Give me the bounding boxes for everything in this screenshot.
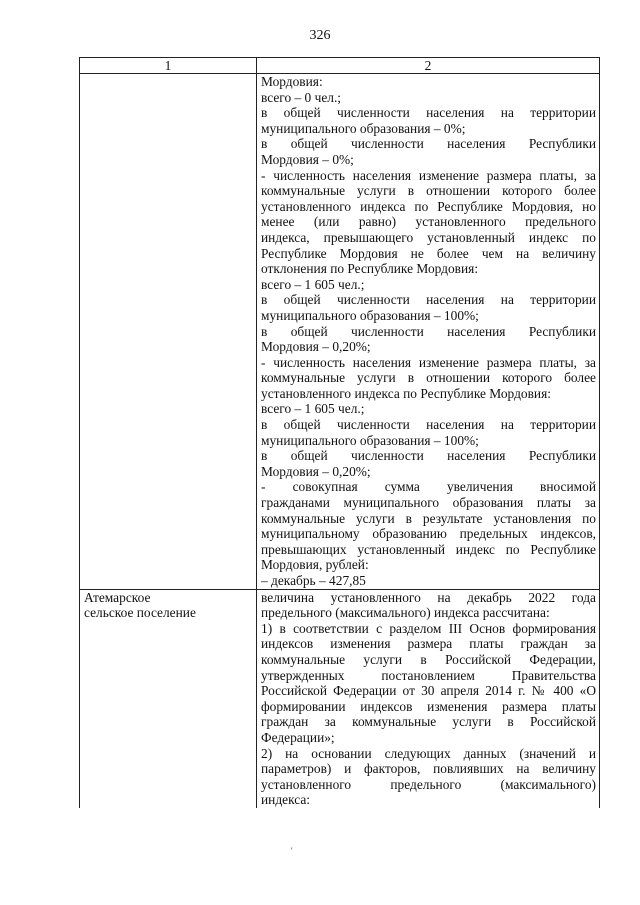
text-line: в общей численности населения на территории (261, 105, 596, 121)
header-col-1: 1 (80, 58, 257, 74)
text-line: индекса: (261, 792, 311, 808)
text-line: в общей численности населения Республики (261, 448, 596, 464)
text-line: коммунальные услуги в отношении которого более (261, 370, 596, 386)
text-line: Мордовия – 0%; (261, 151, 354, 167)
text-line: индексов изменения размера платы граждан за (261, 636, 596, 652)
text-line: предельного (максимального) индекса рассчитана: (261, 605, 550, 621)
text-line: в общей численности населения Республики (261, 136, 596, 152)
text-line: в общей численности населения на территории (261, 292, 596, 308)
text-line: в общей численности населения Республики (261, 323, 596, 339)
table-header-row (80, 58, 600, 74)
row1-col2 (257, 74, 600, 590)
text-line: отклонения по Республике Мордовия: (261, 261, 479, 277)
municipality-name: Атемарское (84, 589, 151, 605)
text-line: Мордовия – 0,20%; (261, 339, 371, 355)
text-line: всего – 0 чел.; (261, 89, 342, 105)
text-line: - совокупная сумма увеличения вносимой (261, 479, 596, 495)
text-line: индекса, превышающего установленный индекс по (261, 229, 596, 245)
text-line: превышающих установленный индекс по Республике (261, 541, 596, 557)
text-line: Мордовия, рублей: (261, 557, 369, 573)
text-line: муниципального образования – 100%; (261, 432, 479, 448)
text-line: Мордовия – 0,20%; (261, 463, 371, 479)
scan-mark: ʻ (290, 846, 294, 857)
municipality-type: сельское поселение (84, 605, 196, 621)
text-line: менее (или равно) установленного предельного (261, 214, 596, 230)
row2-col1 (80, 589, 257, 808)
text-line: - численность населения изменение размера платы, за (261, 354, 596, 370)
text-line: – декабрь – 427,85 (261, 573, 366, 588)
text-line: муниципального образования – 100%; (261, 307, 479, 323)
text-line: в общей численности населения на территории (261, 417, 596, 433)
text-line: муниципальному образованию предельных индексов, (261, 526, 596, 542)
text-line: Республике Мордовия не более чем на величину (261, 245, 596, 261)
text-line: - численность населения изменение размера платы, за (261, 167, 596, 183)
document-table (79, 57, 600, 808)
text-line: всего – 1 605 чел.; (261, 276, 365, 292)
text-line: установленного индекса по Республике Мордовия, но (261, 198, 596, 214)
text-line: коммунальные услуги в результате установления по (261, 510, 596, 526)
text-line: установленного индекса по Республике Мордовия: (261, 385, 551, 401)
text-line: граждан за коммунальные услуги в Российской (261, 714, 596, 730)
text-line: Федерации»; (261, 729, 335, 745)
text-line: формировании индексов изменения размера платы (261, 698, 596, 714)
text-line: установленного предельного (максимального) (261, 776, 596, 792)
table-row (80, 74, 600, 590)
text-line: Российской Федерации от 30 апреля 2014 г. № 400 «О (261, 683, 596, 699)
text-line: всего – 1 605 чел.; (261, 401, 365, 417)
text-line: величина установленного на декабрь 2022 года (261, 589, 596, 605)
text-line: утвержденных постановлением Правительства (261, 667, 596, 683)
text-line: муниципального образования – 0%; (261, 120, 466, 136)
table-row (80, 589, 600, 808)
header-col-2: 2 (257, 58, 600, 74)
text-line: коммунальные услуги в Российской Федерации, (261, 651, 596, 667)
text-line: коммунальные услуги в отношении которого более (261, 183, 596, 199)
text-line: параметров) и факторов, повлиявших на величину (261, 761, 596, 777)
row1-text-block (261, 74, 596, 589)
row2-col2 (257, 589, 600, 808)
text-line: гражданами муниципального образования платы за (261, 495, 596, 511)
text-line: Мордовия: (261, 74, 323, 89)
page-number: 326 (309, 28, 331, 43)
text-line: 2) на основании следующих данных (значений и (261, 745, 596, 761)
text-line: 1) в соответствии с разделом III Основ формирования (261, 620, 596, 636)
row2-text-block (261, 590, 596, 808)
row1-col1 (80, 74, 257, 590)
